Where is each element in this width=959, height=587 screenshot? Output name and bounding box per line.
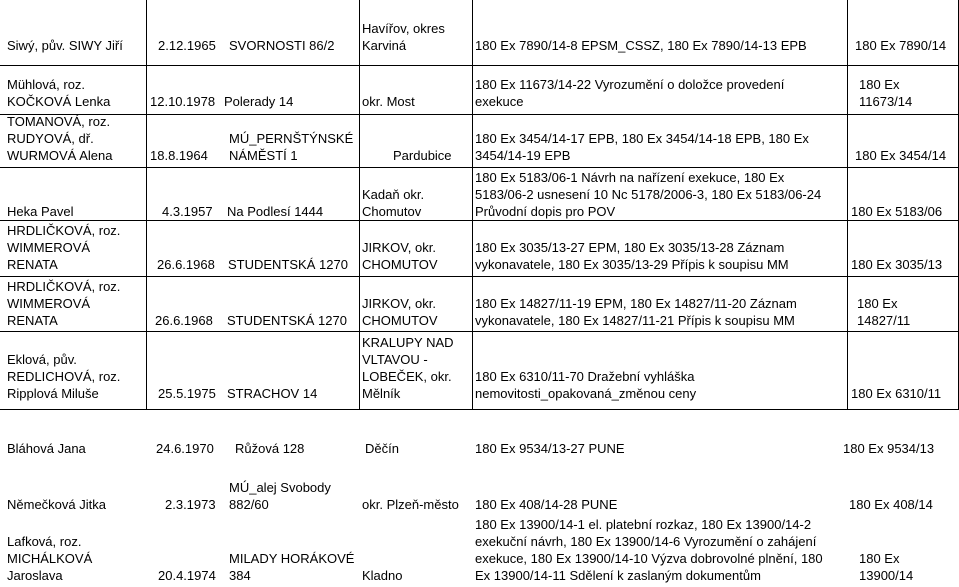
case-number: 180 Ex [859, 77, 900, 92]
person-name: Eklová, pův. [7, 352, 77, 367]
city: Pardubice [393, 148, 452, 163]
case-number: 180 Ex 6310/11 [851, 386, 942, 401]
row-divider [0, 65, 959, 66]
address: MILADY HORÁKOVÉ [229, 551, 355, 566]
column-divider [146, 0, 147, 410]
documents: 180 Ex 11673/14-22 Vyrozumění o doložce provedení [475, 77, 785, 92]
person-name: WURMOVÁ Alena [7, 148, 113, 163]
documents: 180 Ex 6310/11-70 Dražební vyhláška [475, 369, 695, 384]
city: Chomutov [362, 204, 422, 219]
birth-date: 25.5.1975 [158, 386, 216, 401]
documents: 180 Ex 3035/13-27 EPM, 180 Ex 3035/13-28 Záznam [475, 240, 785, 255]
address: 882/60 [229, 497, 269, 512]
documents: exekuce [475, 94, 524, 109]
person-name: RENATA [7, 257, 58, 272]
address: SVORNOSTI 86/2 [229, 38, 335, 53]
person-name: TOMANOVÁ, roz. [7, 114, 111, 129]
person-name: Heka Pavel [7, 204, 74, 219]
address: STUDENTSKÁ 1270 [227, 313, 347, 328]
city: okr. Most [362, 94, 415, 109]
person-name: Ripplová Miluše [7, 386, 99, 401]
birth-date: 2.3.1973 [165, 497, 216, 512]
row-divider [0, 114, 959, 115]
person-name: HRDLIČKOVÁ, roz. [7, 223, 121, 238]
address: STUDENTSKÁ 1270 [228, 257, 348, 272]
row-divider [0, 220, 959, 221]
row-divider [0, 276, 959, 277]
person-name: KOČKOVÁ Lenka [7, 94, 111, 109]
city: Kadaň okr. [362, 187, 425, 202]
city: Mělník [362, 386, 401, 401]
case-number: 180 Ex 7890/14 [855, 38, 947, 53]
city: Děčín [365, 441, 399, 456]
birth-date: 26.6.1968 [155, 313, 213, 328]
city: KRALUPY NAD [362, 335, 454, 350]
city: CHOMUTOV [362, 313, 438, 328]
row-divider [0, 167, 959, 168]
person-name: RUDYOVÁ, dř. [7, 131, 94, 146]
person-name: Němečková Jitka [7, 497, 106, 512]
person-name: WIMMEROVÁ [7, 296, 91, 311]
city: okr. Plzeň-město [362, 497, 459, 512]
address: Růžová 128 [235, 441, 305, 456]
case-number: 180 Ex 5183/06 [851, 204, 943, 219]
city: CHOMUTOV [362, 257, 438, 272]
case-number: 180 Ex 408/14 [849, 497, 933, 512]
documents: 5183/06-2 usnesení 10 Nc 5178/2006-3, 180 Ex 5183/06-24 [475, 187, 822, 202]
documents: 180 Ex 9534/13-27 PUNE [475, 441, 625, 456]
case-number: 180 Ex 3454/14 [855, 148, 947, 163]
documents: exekuční návrh, 180 Ex 13900/14-6 Vyrozumění o zahájení [475, 534, 817, 549]
city: LOBEČEK, okr. [362, 369, 452, 384]
address: MÚ_alej Svobody [229, 480, 331, 495]
birth-date: 26.6.1968 [157, 257, 215, 272]
documents: 180 Ex 13900/14-1 el. platební rozkaz, 180 Ex 13900/14-2 [475, 517, 812, 532]
person-name: MICHÁLKOVÁ [7, 551, 93, 566]
address: MÚ_PERNŠTÝNSKÉ [229, 131, 354, 146]
birth-date: 18.8.1964 [150, 148, 208, 163]
case-number: 180 Ex 3035/13 [851, 257, 943, 272]
city: Karviná [362, 38, 407, 53]
address: Na Podlesí 1444 [227, 204, 324, 219]
birth-date: 20.4.1974 [158, 568, 216, 583]
documents: 180 Ex 408/14-28 PUNE [475, 497, 618, 512]
row-divider [0, 331, 959, 332]
documents: vykonavatele, 180 Ex 14827/11-21 Přípis k soupisu MM [475, 313, 795, 328]
person-name: RENATA [7, 313, 58, 328]
person-name: HRDLIČKOVÁ, roz. [7, 279, 121, 294]
documents: 180 Ex 7890/14-8 EPSM_CSSZ, 180 Ex 7890/14-13 EPB [475, 38, 807, 53]
person-name: Mühlová, roz. [7, 77, 86, 92]
documents: exekuce, 180 Ex 13900/14-10 Výzva dobrovolné plnění, 180 [475, 551, 823, 566]
column-divider [472, 0, 473, 410]
documents: 180 Ex 14827/11-19 EPM, 180 Ex 14827/11-20 Záznam [475, 296, 797, 311]
documents: Průvodní dopis pro POV [475, 204, 616, 219]
address: STRACHOV 14 [227, 386, 318, 401]
case-number: 180 Ex 9534/13 [843, 441, 935, 456]
case-number: 180 Ex [857, 296, 898, 311]
birth-date: 2.12.1965 [158, 38, 216, 53]
city: Havířov, okres [362, 21, 445, 36]
case-number: 13900/14 [859, 568, 914, 583]
address: NÁMĚSTÍ 1 [229, 148, 298, 163]
city: Kladno [362, 568, 403, 583]
birth-date: 24.6.1970 [156, 441, 214, 456]
column-divider [359, 0, 360, 410]
documents: 180 Ex 3454/14-17 EPB, 180 Ex 3454/14-18 EPB, 180 Ex [475, 131, 809, 146]
birth-date: 4.3.1957 [162, 204, 213, 219]
row-divider [0, 409, 959, 410]
documents: vykonavatele, 180 Ex 3035/13-29 Přípis k soupisu MM [475, 257, 789, 272]
documents: 3454/14-19 EPB [475, 148, 571, 163]
city: VLTAVOU - [362, 352, 428, 367]
case-number: 14827/11 [857, 313, 911, 328]
person-name: Bláhová Jana [7, 441, 86, 456]
person-name: Lafková, roz. [7, 534, 82, 549]
address: Polerady 14 [224, 94, 294, 109]
person-name: WIMMEROVÁ [7, 240, 91, 255]
documents: 180 Ex 5183/06-1 Návrh na nařízení exekuce, 180 Ex [475, 170, 785, 185]
birth-date: 12.10.1978 [150, 94, 216, 109]
documents: Ex 13900/14-11 Sdělení k zaslaným dokumentům [475, 568, 761, 583]
documents: nemovitosti_opakovaná_změnou ceny [475, 386, 697, 401]
column-divider [847, 0, 848, 410]
city: JIRKOV, okr. [362, 240, 436, 255]
city: JIRKOV, okr. [362, 296, 436, 311]
person-name: Jaroslava [7, 568, 63, 583]
person-name: Siwý, pův. SIWY Jiří [7, 38, 123, 53]
person-name: REDLICHOVÁ, roz. [7, 369, 121, 384]
case-number: 180 Ex [859, 551, 900, 566]
address: 384 [229, 568, 251, 583]
case-number: 11673/14 [859, 94, 913, 109]
